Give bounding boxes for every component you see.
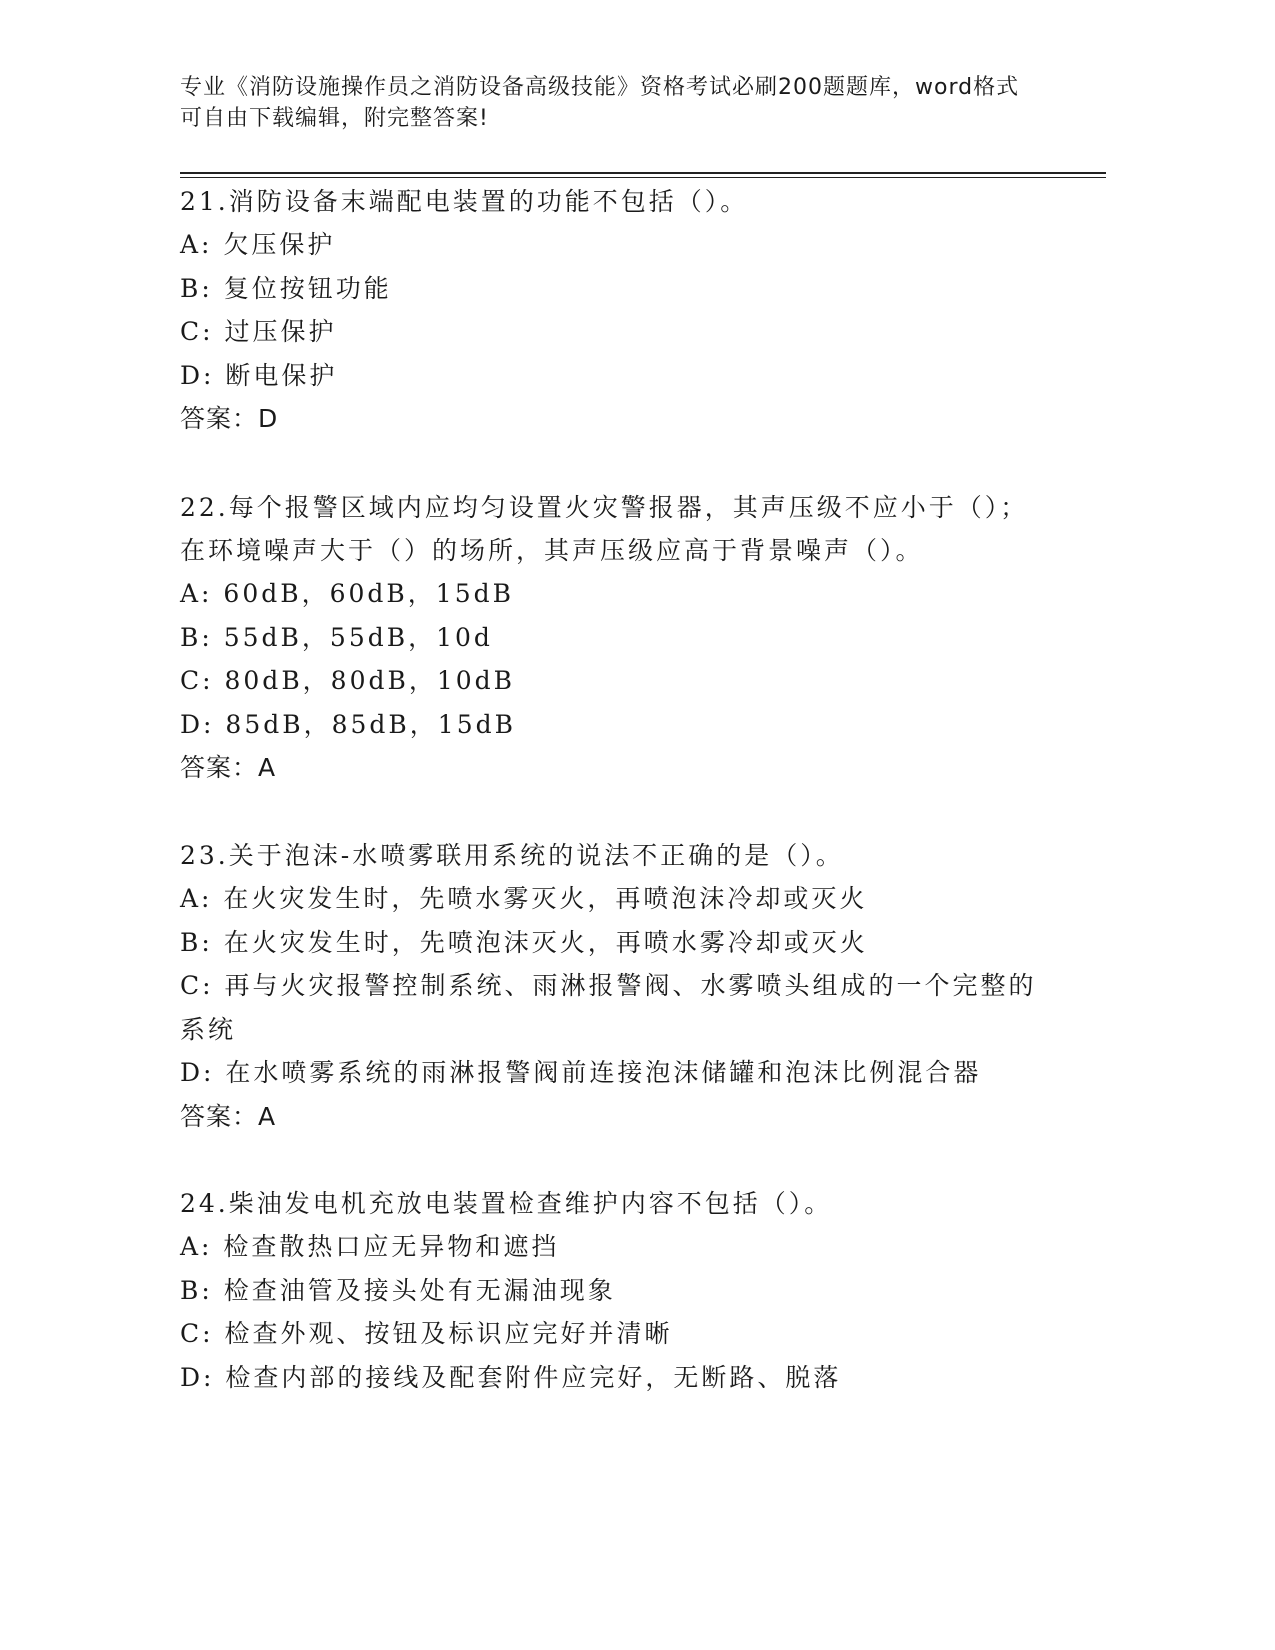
option-d: D: 检查内部的接线及配套附件应完好，无断路、脱落 (180, 1362, 842, 1392)
option-b: B: 检查油管及接头处有无漏油现象 (180, 1275, 616, 1305)
option-a: A: 60dB，60dB，15dB (180, 579, 514, 608)
option-c: C: 过压保护 (180, 317, 337, 346)
answer: 答案：A (180, 753, 277, 782)
option-b: B: 复位按钮功能 (180, 273, 392, 303)
question-text: 23.关于泡沫-水喷雾联用系统的说法不正确的是（）。 (180, 841, 844, 870)
option-b: B: 在火灾发生时，先喷泡沫灭火，再喷水雾冷却或灭火 (180, 927, 868, 957)
option-a: A: 在火灾发生时，先喷水雾灭火，再喷泡沫冷却或灭火 (180, 884, 868, 913)
option-b: B: 55dB，55dB，10d (180, 622, 493, 652)
option-d: D: 断电保护 (180, 360, 338, 390)
question-text: 24.柴油发电机充放电装置检查维护内容不包括（）。 (180, 1189, 833, 1218)
question-21 (180, 180, 1040, 441)
option-d: D: 在水喷雾系统的雨淋报警阀前连接泡沫储罐和泡沫比例混合器 (180, 1058, 982, 1087)
option-a: A: 检查散热口应无异物和遮挡 (180, 1232, 560, 1261)
document-header: 专业《消防设施操作员之消防设备高级技能》资格考试必刷200题题库，word格式可自由下载编辑，附完整答案! (180, 75, 1020, 131)
option-a: A: 欠压保护 (180, 230, 336, 259)
option-c: C: 再与火灾报警控制系统、雨淋报警阀、水雾喷头组成的一个完整的系统 (180, 971, 1037, 1044)
header-divider-thin (180, 177, 1106, 178)
question-23 (180, 834, 1040, 1139)
header-divider-thick (180, 172, 1106, 174)
question-22 (180, 486, 1040, 790)
answer: 答案：A (180, 1101, 277, 1131)
option-c: C: 检查外观、按钮及标识应完好并清晰 (180, 1319, 673, 1348)
question-text: 22.每个报警区域内应均匀设置火灾警报器，其声压级不应小于（）；在环境噪声大于（）的场所，其声压级应高于背景噪声（）。 (180, 493, 1029, 565)
option-c: C: 80dB，80dB，10dB (180, 666, 516, 695)
question-text: 21.消防设备末端配电装置的功能不包括（）。 (180, 187, 749, 216)
question-24 (180, 1182, 1040, 1399)
answer: 答案：D (180, 404, 279, 433)
option-d: D: 85dB，85dB，15dB (180, 709, 516, 739)
